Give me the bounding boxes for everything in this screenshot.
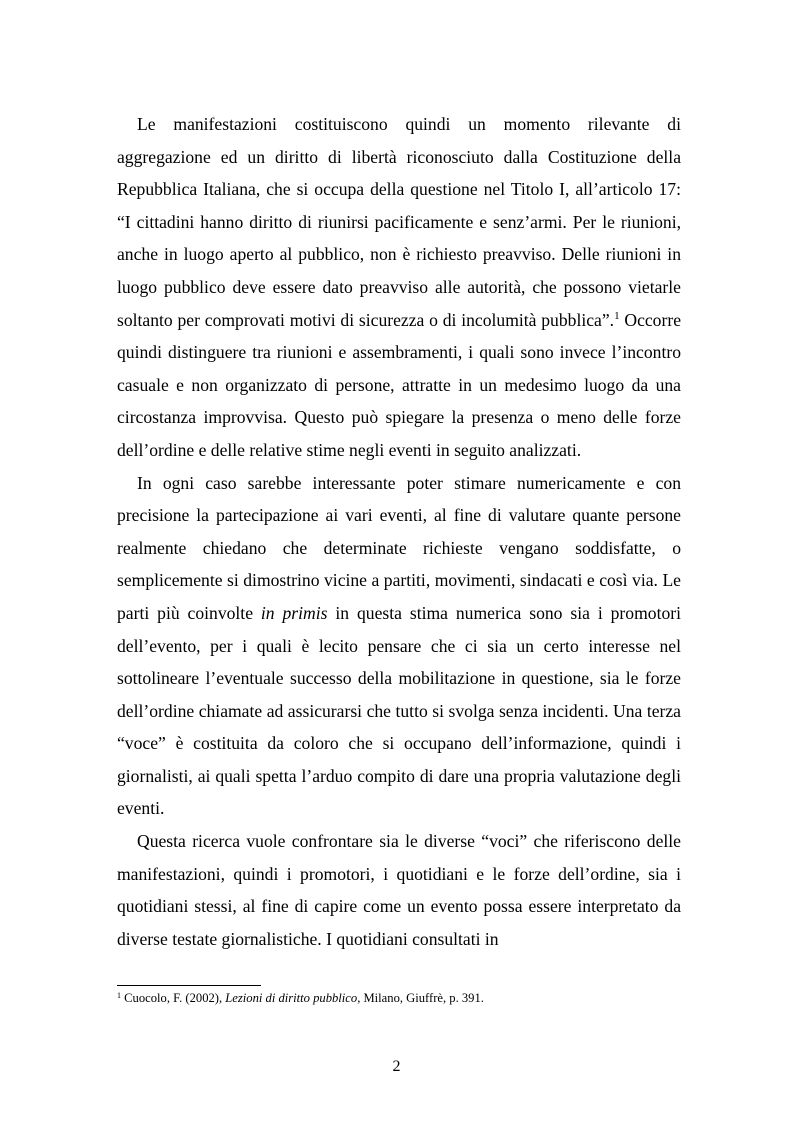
footnote — [117, 990, 681, 1006]
paragraph-1-text-a: Le manifestazioni costituiscono quindi un momento rilevante di aggregazione ed un diritto di libertà riconosciuto dalla Costituzione della Repubblica Italiana, che si occupa della questione nel Titolo I, all’articolo 17: “I cittadini hanno diritto di riunirsi pacificamente e senz’armi. Per le riunioni, anche in luogo aperto al pubblico, non è richiesto preavviso. Delle riunioni in luogo pubblico deve essere dato preavviso alle autorità, che possono vietarle soltanto per comprovati motivi di sicurezza o di incolumità pubblica”. — [117, 114, 681, 330]
footnote-reference[interactable]: 1 — [614, 309, 620, 322]
footnote-author: Cuocolo, F. (2002), — [121, 991, 226, 1005]
footnote-marker: 1 — [117, 991, 121, 1000]
body-text — [117, 108, 681, 955]
paragraph-3-text: Questa ricerca vuole confrontare sia le diverse “voci” che riferiscono delle manifestazioni, quindi i promotori, i quotidiani e le forze dell’ordine, sia i quotidiani stessi, al fine di capire come un evento possa essere interpretato da diverse testate giornalistiche. I quotidiani consultati in — [117, 831, 681, 949]
footnote-title: Lezioni di diritto pubblico — [225, 991, 358, 1005]
paragraph-2-text-b: in questa stima numerica sono sia i promotori dell’evento, per i quali è lecito pensare che ci sia un certo interesse nel sottolineare l’eventuale successo della mobilitazione in questione, sia le forze dell’ordine chiamate ad assicurarsi che tutto si svolga senza incidenti. Una terza “voce” è costituita da coloro che si occupano dell’informazione, quindi i giornalisti, ai quali spetta l’arduo compito di dare una propria valutazione degli eventi. — [117, 602, 681, 819]
paragraph-1 — [117, 108, 681, 467]
page-number: 2 — [392, 1058, 401, 1075]
paragraph-2 — [117, 467, 681, 826]
paragraph-3 — [117, 825, 681, 955]
paragraph-1-text-b: Occorre quindi distinguere tra riunioni e assembramenti, i quali sono invece l’incontro casuale e non organizzato di persone, attratte in un medesimo luogo da una circostanza improvvisa. Questo può spiegare la presenza o meno delle forze dell’ordine e delle relative stime negli eventi in seguito analizzati. — [117, 309, 682, 460]
footnote-details: , Milano, Giuffrè, p. 391. — [357, 991, 484, 1005]
paragraph-2-text-a: In ogni caso sarebbe interessante poter stimare numericamente e con precisione la partecipazione ai vari eventi, al fine di valutare quante persone realmente chiedano che determinate richieste vengano soddisfatte, o semplicemente si dimostrino vicine a partiti, movimenti, sindacati e così via. Le parti più coinvolte — [117, 472, 681, 623]
paragraph-2-italic: in primis — [260, 602, 328, 623]
footnote-divider — [117, 985, 261, 986]
